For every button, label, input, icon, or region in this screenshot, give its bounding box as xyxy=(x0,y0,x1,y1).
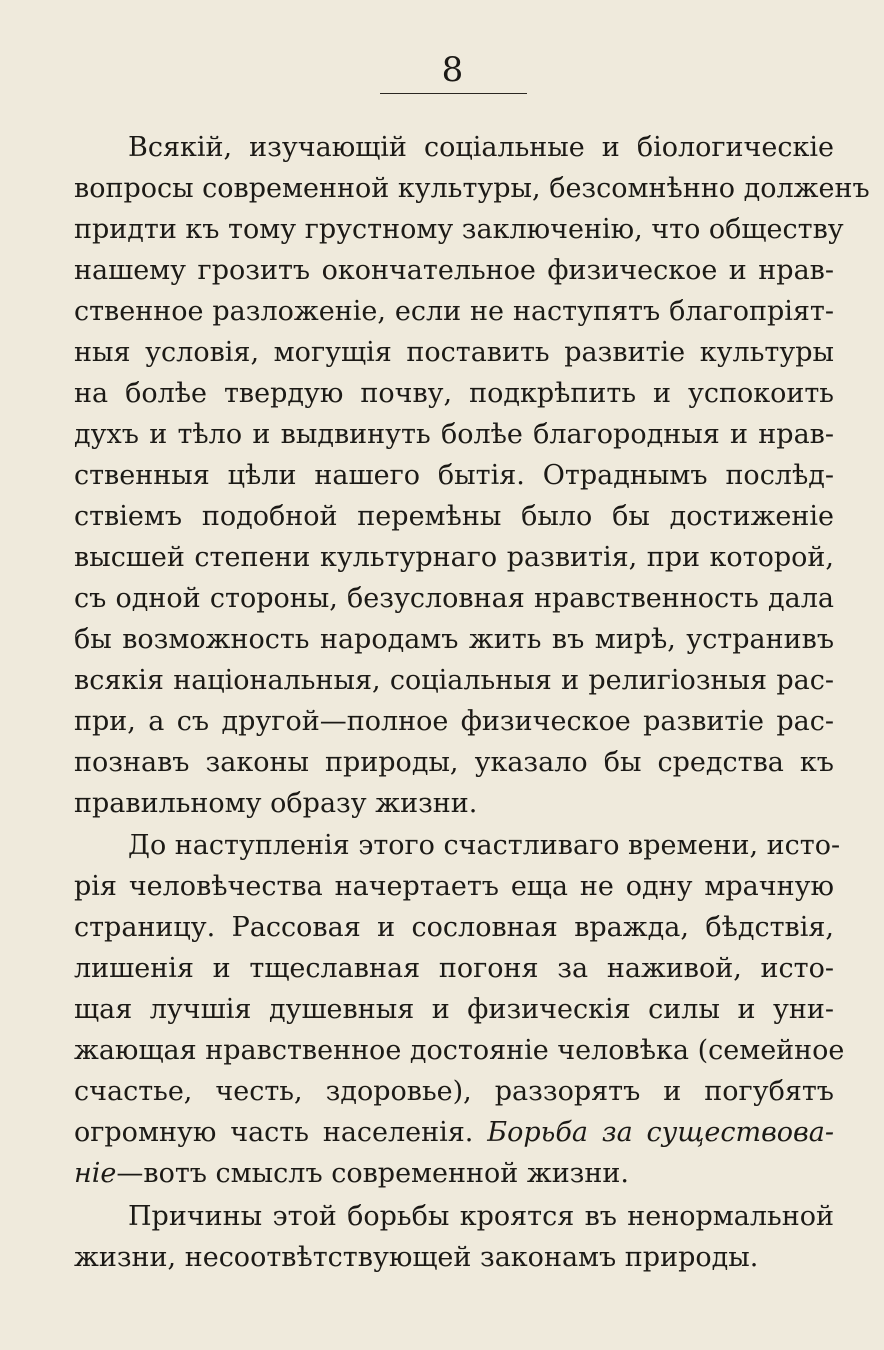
page-number: 8 xyxy=(441,50,464,90)
text-line: лишенія и тщеславная погоня за наживой, исто- xyxy=(74,953,834,984)
text-line: ственное разложеніе, если не наступятъ благопріят- xyxy=(74,296,834,327)
text-line: познавъ законы природы, указало бы средства къ xyxy=(74,747,834,778)
text-line xyxy=(74,1116,834,1150)
text-line: До наступленія этого счастливаго времени, исто- xyxy=(128,830,841,861)
text-line: жизни, несоотвѣтствующей законамъ природы. xyxy=(74,1242,759,1273)
text-line: Причины этой борьбы кроятся въ ненормальной xyxy=(128,1201,834,1232)
italic-text: ніе xyxy=(74,1158,117,1189)
text-line: всякія національныя, соціальныя и религіозныя рас- xyxy=(74,665,834,696)
text-line: духъ и тѣло и выдвинуть болѣе благородныя и нрав- xyxy=(74,419,834,450)
text-line: рія человѣчества начертаетъ еща не одну мрачную xyxy=(74,871,834,902)
text-segment: огромную часть населенія. xyxy=(74,1117,474,1148)
text-segment: —вотъ смыслъ современной жизни. xyxy=(116,1158,629,1189)
text-line: бы возможность народамъ жить въ мирѣ, устранивъ xyxy=(74,624,834,655)
text-line: нашему грозитъ окончательное физическое и нрав- xyxy=(74,255,834,286)
text-line: счастье, честь, здоровье), раззорятъ и погубятъ xyxy=(74,1076,834,1107)
italic-text: Борьба за существова- xyxy=(487,1117,834,1148)
text-line: вопросы современной культуры, безсомнѣнно долженъ xyxy=(74,173,870,204)
text-line: ствіемъ подобной перемѣны было бы достиженіе xyxy=(74,501,834,532)
text-line: при, а съ другой—полное физическое развитіе рас- xyxy=(74,706,834,737)
text-line: щая лучшія душевныя и физическія силы и уни- xyxy=(74,994,834,1025)
header-rule xyxy=(380,93,527,94)
text-line: ственныя цѣли нашего бытія. Отраднымъ послѣд- xyxy=(74,460,834,491)
text-line: страницу. Рассовая и сословная вражда, бѣдствія, xyxy=(74,912,834,943)
text-line: высшей степени культурнаго развитія, при которой, xyxy=(74,542,834,573)
text-line: Всякій, изучающій соціальные и біологическіе xyxy=(128,132,834,163)
text-line: придти къ тому грустному заключенію, что обществу xyxy=(74,214,844,245)
text-line: ныя условія, могущія поставить развитіе культуры xyxy=(74,337,834,368)
text-line: на болѣе твердую почву, подкрѣпить и успокоить xyxy=(74,378,834,409)
text-line: съ одной стороны, безусловная нравственность дала xyxy=(74,583,834,614)
text-line: жающая нравственное достояніе человѣка (семейное xyxy=(74,1035,845,1066)
text-line xyxy=(74,1157,834,1191)
text-line: правильному образу жизни. xyxy=(74,788,478,819)
